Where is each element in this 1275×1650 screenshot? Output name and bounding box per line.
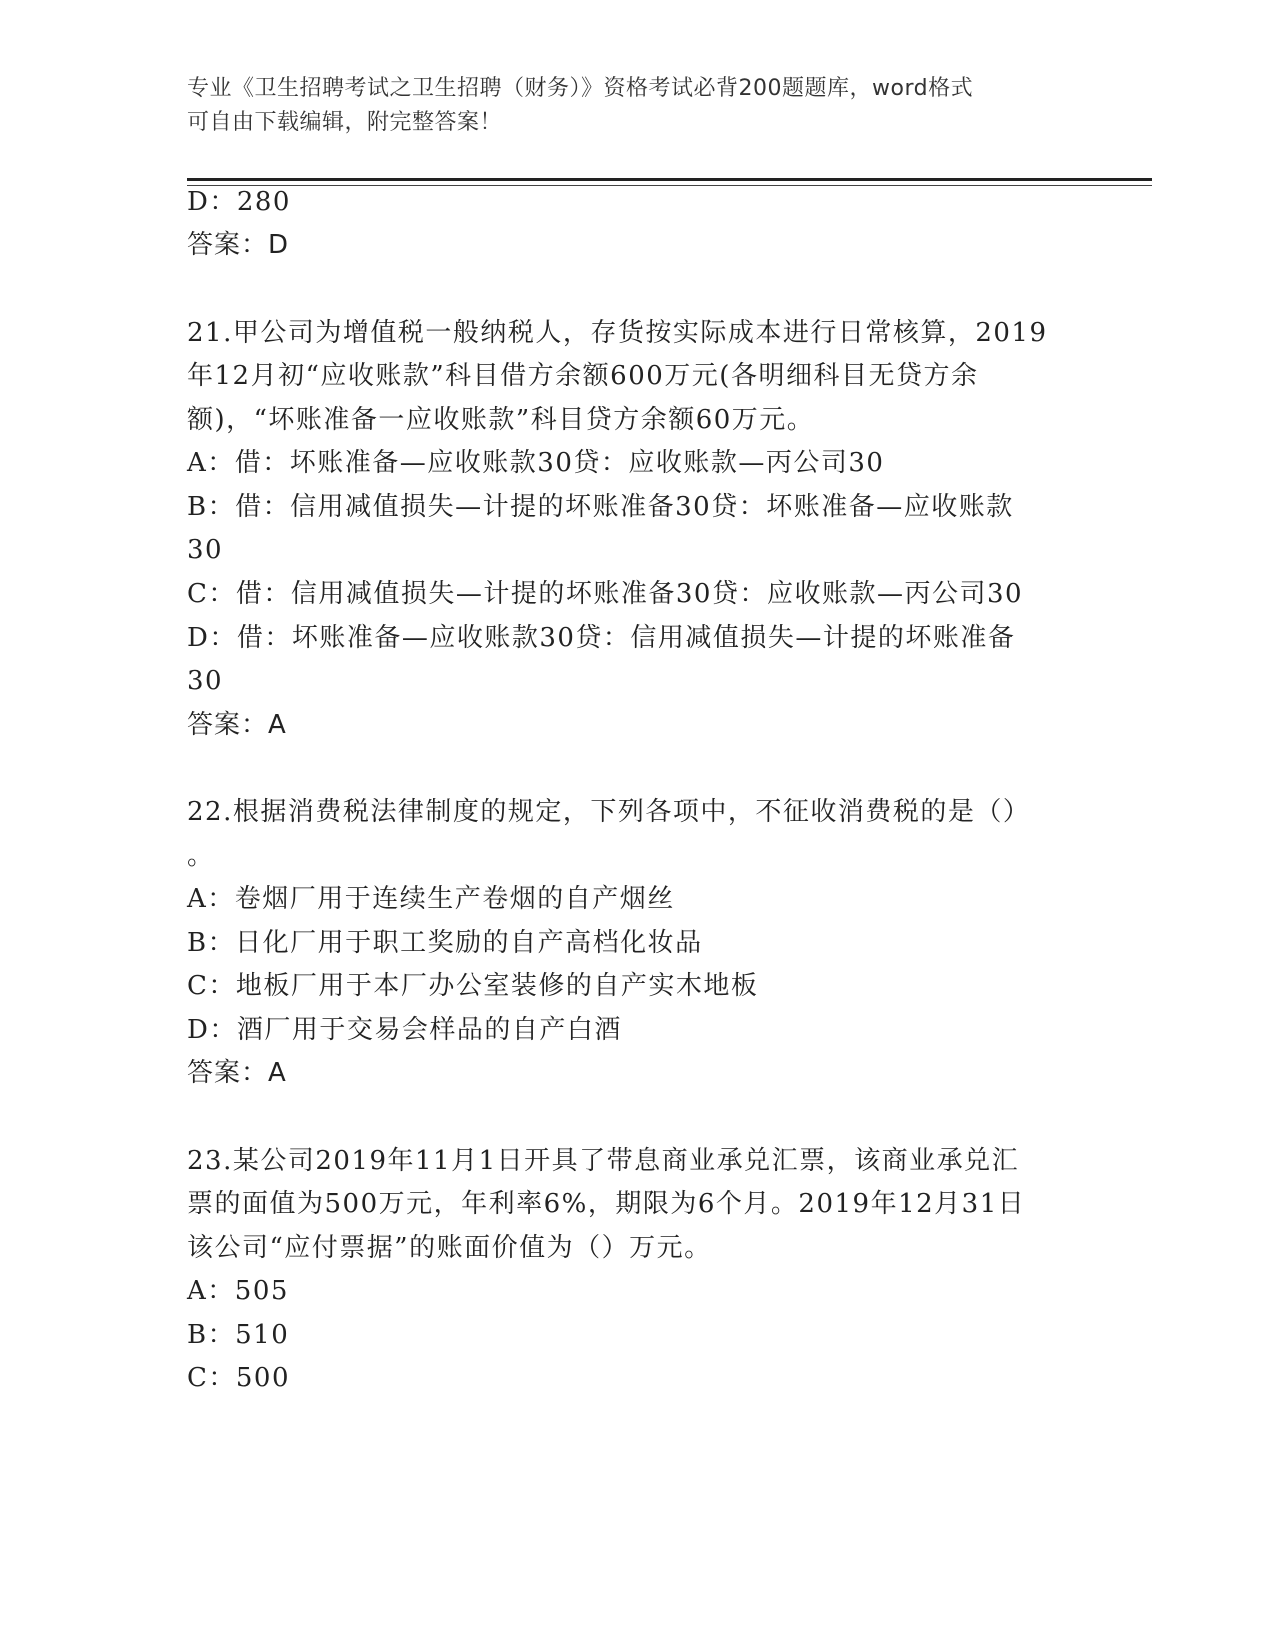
q21-option-d-line-2: 30: [187, 666, 224, 696]
q21-stem-line-3: 额)，“坏账准备一应收账款”科目贷方余额60万元。: [187, 405, 815, 435]
q21-option-c: C：借：信用减值损失—计提的坏账准备30贷：应收账款—丙公司30: [187, 579, 1024, 609]
q23-option-c: C：500: [187, 1363, 291, 1393]
header-divider-thin: [187, 185, 1152, 186]
q22-stem-line-1: 22.根据消费税法律制度的规定，下列各项中，不征收消费税的是（）: [187, 797, 1031, 827]
prev-option-d: D：280: [187, 187, 291, 217]
q23-stem-line-3: 该公司“应付票据”的账面价值为（）万元。: [187, 1233, 712, 1263]
q22-option-a: A：卷烟厂用于连续生产卷烟的自产烟丝: [187, 884, 675, 914]
document-header: [187, 72, 1077, 140]
header-title-line-1: 专业《卫生招聘考试之卫生招聘（财务）》资格考试必背200题题库，word格式: [187, 76, 974, 101]
q23-stem-line-1: 23.某公司2019年11月1日开具了带息商业承兑汇票，该商业承兑汇: [187, 1146, 1020, 1176]
q21-option-a: A：借：坏账准备—应收账款30贷：应收账款—丙公司30: [187, 448, 885, 478]
header-divider-thick: [187, 178, 1152, 181]
q21-answer: 答案：A: [187, 710, 287, 740]
header-title-line-2: 可自由下载编辑，附完整答案！: [187, 110, 503, 135]
q21-option-b-line-1: B：借：信用减值损失—计提的坏账准备30贷：坏账准备—应收账款: [187, 492, 1014, 522]
q21-stem-line-1: 21.甲公司为增值税一般纳税人，存货按实际成本进行日常核算，2019: [187, 318, 1048, 348]
q22-option-b: B：日化厂用于职工奖励的自产高档化妆品: [187, 928, 703, 958]
q22-option-d: D：酒厂用于交易会样品的自产白酒: [187, 1015, 622, 1045]
q23-stem-line-2: 票的面值为500万元，年利率6%，期限为6个月。2019年12月31日: [187, 1189, 1026, 1219]
prev-answer: 答案：D: [187, 230, 290, 260]
q21-option-b-line-2: 30: [187, 535, 224, 565]
q22-answer: 答案：A: [187, 1058, 287, 1088]
q23-option-a: A：505: [187, 1276, 289, 1306]
q21-stem-line-2: 年12月初“应收账款”科目借方余额600万元(各明细科目无贷方余: [187, 361, 979, 391]
q21-option-d-line-1: D：借：坏账准备—应收账款30贷：信用减值损失—计提的坏账准备: [187, 623, 1016, 653]
q22-option-c: C：地板厂用于本厂办公室装修的自产实木地板: [187, 971, 759, 1001]
q23-option-b: B：510: [187, 1320, 290, 1350]
q22-stem-line-2: 。: [187, 841, 215, 871]
